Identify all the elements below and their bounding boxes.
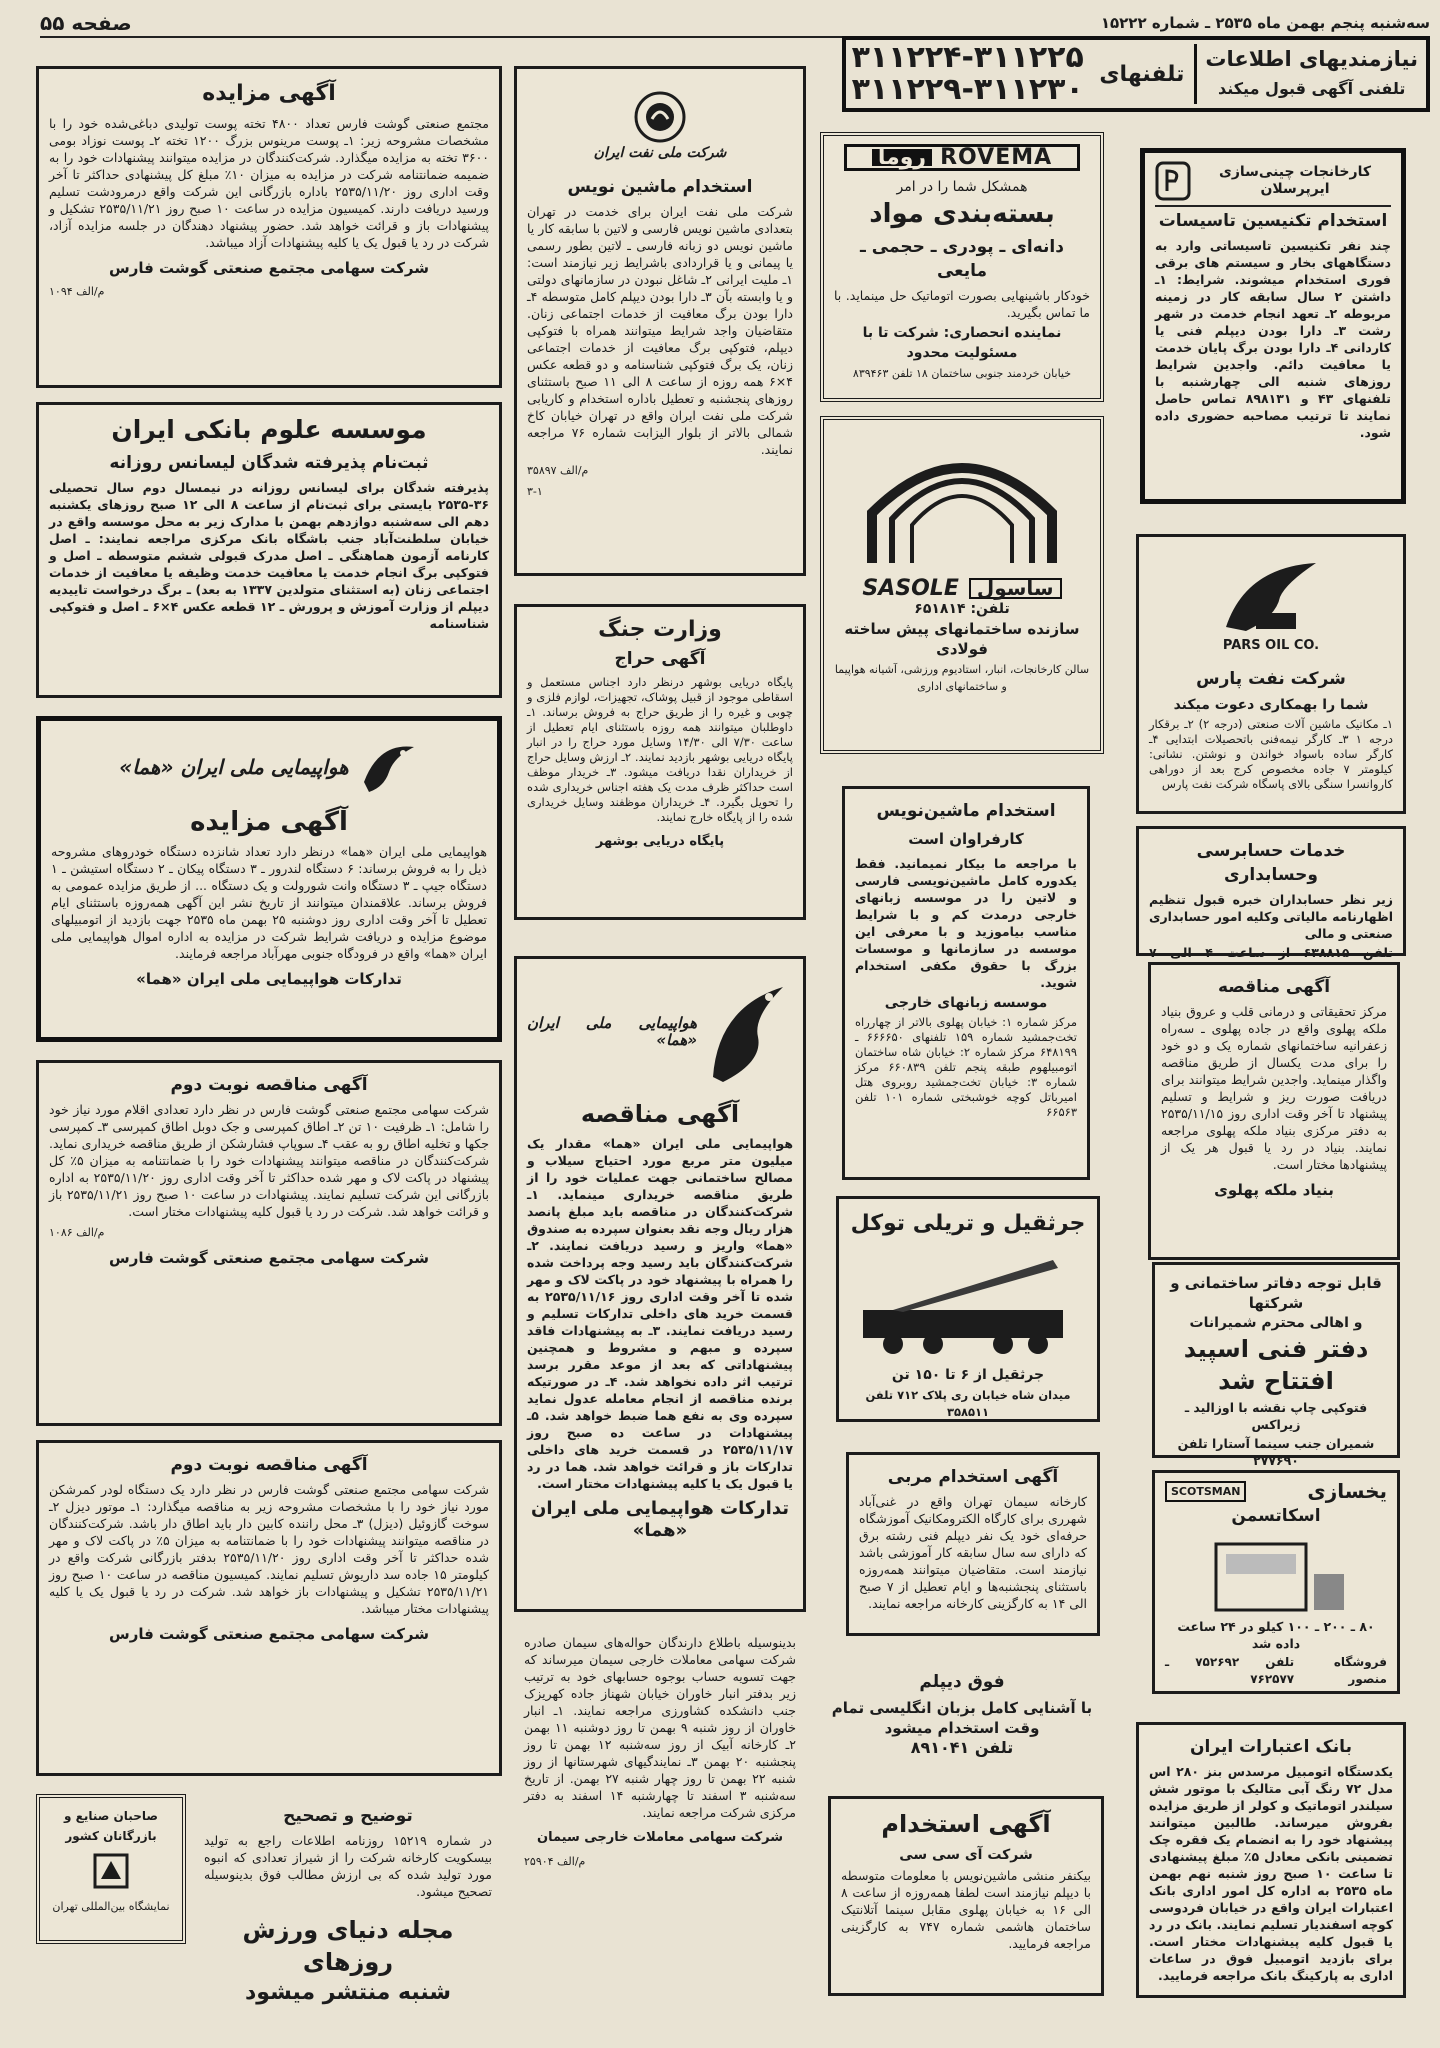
ad-run-number: ۳-۱ — [527, 485, 543, 498]
ad-body: سالن کارخانجات، انبار، استادیوم ورزشی، آشیانه هواپیما و ساختمانهای اداری — [834, 663, 1090, 693]
ad-title: جرثقیل و تریلی توکل — [850, 1211, 1086, 1236]
emblem-icon — [91, 1851, 131, 1891]
homa-logo-text: هواپیمایی ملی ایران «هما» — [527, 1014, 697, 1049]
ad-body: پایگاه دریایی بوشهر درنظر دارد اجناس مستعمل و اسقاطی موجود از قبیل پوشاک، تجهیزات، لوازم فلزی و چوبی و غیره را از طریق حراج به فروش برساند. ۱ـ داوطلبان میتوانند همه روزه باستثنای ایام تعطیل از ساعت ۷/۳۰ الی ۱۴/۳۰ وسایل مورد حراج را در انبار پایگاه دریایی بوشهر بازدید نمایند. ۲ـ ارزش وسایل حراج از خریداران نقدا دریافت میشود. ۳ـ خریدار موظف است حداکثر ظرف مدت یک هفته اجناس خریداری شده را تحویل بگیرد. ۴ـ خریداران موظفند وسایل خریداری شده را از پایگاه خارج نمایند. — [527, 675, 793, 824]
ad-meat-auction — [36, 66, 502, 388]
ad-address: مرکز شماره ۱: خیابان پهلوی بالاتر از چهارراه تخت‌جمشید شماره ۱۵۹ تلفنهای ۶۶۶۶۵۰ ـ ۶۴۸۱۹۹ مرکز شماره ۲: خیابان شاه ساختمان اتومبیلهوم طبقه پنجم تلفن ۶۶۰۸۳۹ مرکز شماره ۳: خیابان تخت‌جمشید روبروی هتل امیرباتل کوچه خوشبختی شماره ۱۰۱ تلفن ۶۶۵۶۳ — [855, 1015, 1077, 1119]
ad-phone: تلفن ۶۳۸۸۱۵ از ساعت ۴ الی ۷ — [1149, 945, 1393, 960]
ad-title: آگهی مناقصه نوبت دوم — [170, 1075, 368, 1095]
ad-title: یخسازی — [1307, 1479, 1387, 1503]
page-number: صفحه ۵۵ — [40, 11, 132, 35]
ad-body: با مراجعه ما بیکار نمیمانید. فقط یکدوره کامل ماشین‌نویسی فارسی و لاتین را در موسسه زبانهای خارجی درمدت کم و با شرایط مناسب بیاموزید و با معرفی این موسسه در سازمانها و موسسات بزرگ با حقوق مکفی استخدام شوید. — [855, 856, 1077, 990]
classifieds-banner — [842, 36, 1430, 112]
ad-associate-diploma — [820, 1660, 1104, 1784]
ad-title: آگهی مناقصه نوبت دوم — [170, 1455, 368, 1475]
phone-line-2: ۳۱۱۲۲۹-۳۱۱۲۳۰ — [851, 72, 1084, 107]
ad-subtitle: اسکاتسمن — [1231, 1506, 1321, 1526]
ad-phone: تلفن ۷۵۲۶۹۲ ـ ۷۶۲۵۷۷ — [1165, 1655, 1295, 1686]
ad-phone: تلفن: ۶۵۱۸۱۴ — [914, 601, 1010, 617]
scotsman-header — [1165, 1481, 1387, 1502]
ad-title: توضیح و تصحیح — [283, 1806, 413, 1826]
ad-body: مجتمع صنعتی گوشت فارس تعداد ۴۸۰۰ تخته پوست تولیدی دباغی‌شده خود را با مشخصات مشروحه زیر: ۱ـ پوست مرینوس بزرگ ۱۲۰۰ تخته ۲ـ پوست نوزاد بومی ۳۶۰۰ تخته به مزایده میگذارد. شرکت‌کنندگان در مزایده میتوانند پیشنهادات خود را به ضمیمه ضمانتنامه شرکت در مزایده به میزان ۱۰٪ مبلغ کل پیشنهادی حداکثر تا آخر وقت اداری روز ۲۵۳۵/۱۱/۲۰ باداره بازرگانی این شرکت واقع درمرودشت تسلیم ورسید دریافت دارند. کمیسیون مزایده در ساعت ۱۰ صبح روز ۲۵۳۵/۱۱/۲۱ تشکیل و پیشنهادات باز و قرائت خواهد شد. حضور پیشنهاد دهندگان در جلسه مزایده آزاد، شرکت در رد یا قبول یک یا کلیه پیشنهادات آزاد میباشد. — [49, 116, 490, 250]
steel-building-icon — [852, 433, 1072, 573]
ad-signature: پایگاه دریایی بوشهر — [595, 834, 725, 849]
ad-agent: نماینده انحصاری: شرکت تا با مسئولیت محدود — [862, 325, 1062, 361]
ad-title: استخدام تکنیسین تاسیسات — [1158, 211, 1388, 231]
ad-tagline: همشکل شما را در امر — [896, 179, 1028, 195]
ad-reference: م/الف ۱۰۹۴ — [49, 285, 105, 298]
ad-oil-typist — [514, 66, 806, 576]
ad-body: نمایشگاه بین‌المللی تهران — [52, 1900, 170, 1913]
ad-title: خدمات حسابرسی وحسابداری — [1196, 841, 1346, 885]
page-header — [40, 10, 1430, 38]
nioc-logo — [527, 77, 793, 173]
ad-title: آگهی مناقصه — [580, 1100, 740, 1128]
ad-reference: م/الف ۲۵۹۰۴ — [524, 1855, 586, 1868]
sasole-brand-persian: ساسول — [969, 578, 1062, 599]
classifieds-title: نیازمندیهای اطلاعات — [1205, 47, 1418, 71]
nioc-logo-text: شرکت ملی نفت ایران — [593, 144, 727, 161]
ad-subtitle: شنبه منتشر میشود — [245, 1980, 451, 2005]
ad-signature: شرکت سهامی مجتمع صنعتی گوشت فارس — [109, 1249, 429, 1267]
ad-headline: دفتر فنی اسپید افتتاح شد — [1183, 1335, 1369, 1395]
phone-line-1: ۳۱۱۲۲۴-۳۱۱۲۲۵ — [851, 40, 1084, 75]
ad-address: خیابان خردمند جنوبی ساختمان ۱۸ تلفن ۸۳۹۴۶۳ — [852, 367, 1072, 380]
ad-subtitle: و اهالی محترم شمیرانات — [1189, 1315, 1363, 1331]
ad-caravan-typist — [842, 786, 1090, 1180]
ad-tender-second-a — [36, 1060, 502, 1426]
ad-signature: شرکت سهامی معاملات خارجی سیمان — [536, 1830, 784, 1845]
sasole-brand-latin: SASOLE — [862, 576, 959, 601]
porcelain-header — [1155, 161, 1391, 207]
ad-title: وزارت جنگ — [598, 617, 722, 642]
ad-pars-oil — [1136, 534, 1406, 814]
ad-body: هواپیمایی ملی ایران «هما» درنظر دارد تعداد شانزده دستگاه خودروهای مشروحه ذیل را به فروش برساند: ۶ دستگاه لندرور ـ ۳ دستگاه پیکان ـ ۲ دستگاه استیشن ـ ۱ دستگاه جیپ ـ ۳ دستگاه وانت شورولت و یک دستگاه ... از طریق مزایده عمومی به فروش برساند. علاقمندان میتوانند از تاریخ نشر این آگهی همه‌روزه باستثنای ایام تعطیل تا آخر وقت اداری روز دوشنبه ۲۵ بهمن ماه ۲۵۳۵ جهت بازدید از اتومبیلهای موضوع مزایده و دریافت شرایط شرکت در مزایده به اداره اموال هواپیمایی ملی ایران «هما» واقع در فرودگاه جنوبی مهرآباد مراجعه فرمایند. — [51, 844, 487, 961]
rovema-brand-persian: روما — [872, 149, 932, 166]
ad-signature: بنیاد ملکه پهلوی — [1214, 1181, 1334, 1199]
ad-reference: م/الف ۳۵۸۹۷ — [527, 464, 589, 477]
ice-machine-illustration — [1165, 1532, 1387, 1616]
ad-icc-hiring — [828, 1796, 1104, 1996]
porcelain-logo-icon — [1155, 161, 1191, 201]
ad-company: شرکت آی سی سی — [899, 1847, 1033, 1863]
ice-machine-icon — [1196, 1534, 1356, 1614]
ad-body: شرکت ملی نفت ایران برای خدمت در تهران بتعدادی ماشین نویس فارسی و لاتین با سابقه کار یا ماشین نویس دو زبانه فارسی ـ لاتین بطور رسمی یا پیمانی و یا قراردادی باشرایط زیر نیازمند است: ۱ـ ملیت ایرانی ۲ـ شاغل نبودن در سازمانهای دولتی و یا وابسته بآن ۳ـ دارا بودن دیپلم کامل متوسطه ۴ـ دارا بودن برگ معافیت از خدمات اجتماعی زنان. متقاضیان واجد شرایط میتوانند همراه با فتوکپی دیپلم، فتوکپی برگ معافیت از خدمات اجتماعی زنان، یک برگ فتوکپی شناسنامه و دو قطعه عکس ۴×۶ همه روزه از ساعت ۸ الی ۱۱ صبح باستثنای روزهای پنجشنبه و تعطیل باداره استخدام و کاریابی شرکت ملی نفت ایران واقع در تهران خیابان کاخ شمالی بالاتر از بلوار الیزابت شماره ۷۶ مراجعه نمایند. — [527, 204, 794, 457]
classifieds-title-block — [1194, 44, 1426, 104]
ad-body: ۱ـ مکانیک ماشین آلات صنعتی (درجه ۲) ۲ـ برقکار درجه ۱ ۳ـ کارگر نیمه‌فنی باتحصیلات ابتدایی ۴ـ کارگر ساده باسواد خواندن و نوشتن. نشانی: کیلومتر ۷ جاده مخصوص کرج بعد از دوراهی کاروانسرا سنگی بالای پاسگاه شرکت نفت پارس — [1149, 717, 1393, 791]
ad-speed-office — [1152, 1262, 1400, 1468]
ad-title: استخدام ماشین‌نویس — [876, 801, 1056, 821]
ad-credit-bank — [1136, 1722, 1406, 1998]
ad-title: فوق دیپلم — [919, 1672, 1005, 1692]
homa-bird-icon — [359, 737, 419, 797]
ad-correction — [194, 1794, 502, 1912]
ad-signature: تدارکات هواپیمایی ملی ایران «هما» — [530, 1498, 789, 1541]
ad-title: شرکت نفت پارس — [1196, 669, 1346, 689]
ad-subtitle: شما را بهمکاری دعوت میکند — [1173, 697, 1369, 713]
homa-logo — [527, 967, 793, 1097]
ad-body: یکدستگاه اتومبیل مرسدس بنز ۲۸۰ اس مدل ۷۲ رنگ آبی متالیک با موتور شش سیلندر اتوماتیک و کولر از طریق مزایده بفروش میرساند. طالبین میتوانند پیشنهاد خود را به انضمام یک فقره چک تضمینی بانکی معادل ۵٪ مبلغ پیشنهادی تا ساعت ۱۰ صبح روز شنبه نهم بهمن ماه ۲۵۳۵ به اداره کل امور اداری بانک اعتبارات ایران واقع در خیابان فردوسی کوچه اسفندیار تسلیم نمایند. بانک در رد یا قبول کلیه پیشنهادات مختار است. برای بازدید اتومبیل فوق در ساعات اداری به پارکینگ بانک مراجعه فرمایید. — [1149, 1764, 1394, 1983]
ad-title: بسته‌بندی مواد — [869, 199, 1055, 229]
winged-lion-icon — [1216, 557, 1326, 637]
homa-logo — [51, 729, 487, 805]
crane-truck-icon — [853, 1250, 1083, 1360]
ad-body: پذیرفته شدگان برای لیسانس روزانه در نیمسال دوم سال تحصیلی ۳۶-۲۵۳۵ بایستی برای ثبت‌نام از ساعت ۸ الی ۱۲ صبح روزهای یکشنبه دهم الی سه‌شنبه دوازدهم بهمن با مدارک زیر به محل موسسه واقع در خیابان سلطنت‌آباد جنب باشگاه بانک مرکزی مراجعه نمایند: ـ اصل کارنامه آزمون هماهنگی ـ اصل مدرک قبولی ششم متوسطه ـ اصل و فتوکپی برگ انجام خدمت یا معافیت خدمت وظیفه یا معافیت از خدمات اجتماعی زنان (به استثنای متولدین ۱۳۳۷ به بعد) ـ برگ درخواست تاییدیه دیپلم از وزارت آموزش و پرورش ـ ۱۲ قطعه عکس ۴×۶ ـ اصل و فتوکپی شناسنامه — [49, 480, 489, 631]
ad-accounting — [1136, 826, 1406, 960]
ad-title: آگهی استخدام مربی — [887, 1467, 1059, 1487]
ad-title: موسسه علوم بانکی ایران — [111, 415, 427, 444]
ad-body: بدینوسیله باطلاع دارندگان حواله‌های سیمان صادره شرکت سهامی معاملات خارجی سیمان میرساند که جهت تسویه حساب بوجوه حسابهای خود به ترتیب زیر بدفتر انبار خاوران خیابان شهناز جاده کهریزک جنب دانشکده کشاورزی مراجعه نمایند. ۱ـ انبار خاوران از روز شنبه ۹ بهمن تا روز دوشنبه ۱۱ بهمن ۲ـ کارخانه آبیک از روز سه‌شنبه ۱۲ بهمن تا روز پنجشنبه ۲۰ بهمن ۳ـ نمایندگیهای شهرستانها از روز شنبه ۲۲ بهمن تا روز چهار شنبه ۲۷ بهمن. از تاریخ سه‌شنبه ۳ اسفند تا چهارشنبه ۱۴ اسفند به دفتر مرکزی شرکت مراجعه نمایند. — [524, 1635, 797, 1820]
ad-pahlavi-foundation — [1148, 962, 1400, 1260]
pars-oil-brand: PARS OIL CO. — [1222, 637, 1320, 653]
ad-sports-magazine — [194, 1912, 502, 2005]
ad-title: آگهی مناقصه — [1217, 977, 1331, 997]
sasole-brand — [834, 578, 1090, 599]
ad-body: جرثقیل از ۶ تا ۱۵۰ تن — [891, 1367, 1045, 1383]
ad-industrialists — [36, 1794, 186, 1944]
ad-body: چند نفر تکنیسین تاسیساتی وارد به دستگاههای بخار و سیستم های برقی فوری استخدام میشوند. شرایط: ۱ـ داشتن ۲ سال سابقه کار در زمینه مربوطه ۲ـ تعهد انجام خدمت در شهر رشت ۳ـ دارا بودن دیپلم فنی یا کاردانی ۴ـ دارا بودن برگ پایان خدمت یا معافیت دائم. واجدین شرایط روزهای شنبه الی چهارشنبه با تلفنهای ۴۳ و ۸۹۸۱۳۱ تماس حاصل نمایند تا ترتیب مصاحبه حضوری داده شود. — [1155, 238, 1392, 440]
ad-body: با آشنایی کامل بزبان انگلیسی تمام وقت استخدام میشود — [831, 1699, 1093, 1737]
homa-logo-text: هواپیمایی ملی ایران «هما» — [119, 754, 349, 779]
ad-title: مجله دنیای ورزش روزهای — [242, 1916, 454, 1976]
ad-rovema — [820, 132, 1104, 402]
ad-title: استخدام ماشین نویس — [567, 177, 753, 197]
ad-company: کارخانجات چینی‌سازی ایرپرسلان — [1219, 164, 1371, 197]
ad-iranporcelain — [1140, 148, 1406, 504]
ad-body: بیکنفر منشی ماشین‌نویس با معلومات متوسطه با دیپلم نیازمند است لطفا همه‌روزه از ساعت ۸ الی ۱۶ به خیابان پهلوی مقابل سینما آتلانتیک ساختمان هاشمی شماره ۷۴۷ به کارگزینی مراجعه فرمایید. — [841, 1868, 1091, 1951]
ad-institute-name: موسسه زبانهای خارجی — [884, 995, 1048, 1011]
ad-signature: تدارکات هواپیمایی ملی ایران «هما» — [136, 970, 402, 988]
nioc-emblem-icon — [632, 89, 688, 145]
classifieds-subtitle: تلفنی آگهی قبول میکند — [1217, 79, 1406, 98]
ad-title: آگهی مزایده — [202, 81, 336, 106]
ad-body: مرکز تحقیقاتی و درمانی قلب و عروق بنیاد ملکه پهلوی واقع در جاده پهلوی ـ سه‌راه زعفرانیه ساختمانهای شماره یک و دو خود را برای مدت یکسال از طریق مناقصه واگذار مینماید. واجدین شرایط میتوانند برای دریافت صورت ریز و شرایط و تسلیم پیشنهاد تا آخر وقت اداری روز ۲۵۳۵/۱۱/۱۵ به دفتر مرکزی بنیاد ملکه پهلوی مراجعه نمایند. بنیاد در رد یا قبول هر یک از پیشنهادها مختار است. — [1161, 1004, 1387, 1172]
ad-signature: شرکت سهامی مجتمع صنعتی گوشت فارس — [109, 259, 429, 277]
ad-body: ۸۰ ـ ۲۰۰ ـ ۱۰۰ کیلو در ۲۴ ساعت داده شد — [1177, 1619, 1375, 1651]
crane-illustration — [849, 1245, 1087, 1365]
phones-label: تلفنهای — [1099, 61, 1185, 87]
issue-date: سه‌شنبه پنجم بهمن ماه ۲۵۳۵ ـ شماره ۱۵۲۲۲ — [1100, 14, 1430, 32]
ad-subtitle: دانه‌ای ـ پودری ـ حجمی ـ مایعی — [860, 237, 1064, 281]
ad-title: صاحبان صنایع و بازرگانان کشور — [64, 1809, 158, 1843]
ad-scotsman — [1152, 1470, 1400, 1694]
pars-oil-logo — [1149, 545, 1393, 665]
rovema-brand-latin: ROVEMA — [940, 145, 1053, 170]
ad-title: آگهی استخدام — [881, 1810, 1051, 1838]
ad-tender-second-b — [36, 1440, 502, 1776]
ad-body: فتوکپی چاپ نقشه با اوزالید ـ زیراکس — [1184, 1400, 1368, 1432]
emblem — [50, 1846, 172, 1896]
ad-address: شمیران جنب سینما آستارا تلفن ۲۷۷۶۹۰ — [1177, 1436, 1375, 1468]
ad-body: خودکار باشینهایی بصورت اتوماتیک حل مینماید. با ما تماس بگیرید. — [834, 288, 1090, 320]
ad-subtitle: ثبت‌نام پذیرفته شدگان لیسانس روزانه — [109, 453, 429, 473]
ad-body: هواپیمایی ملی ایران «هما» مقدار یک میلیون متر مربع مورد احتیاج سیلاب و مصالح ساختمانی جهت عملیات خود را از طریق مناقصه خریداری مینماید. ۱ـ شرکت‌کنندگان در مناقصه باید مبلغ پانصد هزار ریال وجه نقد بعنوان سپرده به صندوق «هما» واریز و رسید دریافت نمایند. ۲ـ شرکت‌کنندگان باید رسید وجه پرداخت شده را همراه با پیشنهاد خود در پاکت لاک و مهر شده تا آخر وقت اداری روز ۲۵۳۵/۱۱/۱۶ به قسمت خرید های داخلی تدارکات تسلیم و رسید دریافت نمایند. ۳ـ به پیشنهادات فاقد سپرده و مبهم و مشروط و همچنین پیشنهاداتی که بعد از موعد مقرر برسد ترتیب اثر داده نخواهد شد. ۴ـ در صورتیکه برنده مناقصه از انجام معامله عدول نماید سپرده وی به نفع هما ضبط خواهد شد. ۵ـ پیشنهادات در ساعت ده صبح روز ۲۵۳۵/۱۱/۱۷ در قسمت خرید های داخلی تدارکات باز و قرائت خواهد شد. هما در رد یا قبول یک یا کلیه پیشنهادات مختار است. — [527, 1136, 793, 1491]
ad-store: فروشگاه منصور — [1333, 1655, 1387, 1686]
sasole-illustration — [834, 428, 1090, 578]
ad-subtitle: آگهی حراج — [614, 649, 706, 669]
ad-war-ministry — [514, 604, 806, 920]
ad-homa-auction — [36, 716, 502, 1042]
ad-sasole — [820, 416, 1104, 754]
ad-tavakol-crane — [836, 1196, 1100, 1422]
ad-title: سازنده ساختمانهای پیش ساخته فولادی — [844, 620, 1080, 658]
ad-body: در شماره ۱۵۲۱۹ روزنامه اطلاعات راجع به تولید بیسکویت کارخانه شرکت را از شیراز تعدادی که انبوه مورد تولید شده که بی ارزش مطالب فوق بدینوسیله تصحیح میشود. — [204, 1833, 492, 1899]
ad-phone: تلفن ۸۹۱۰۴۱ — [910, 1738, 1014, 1757]
ad-homa-tender — [514, 956, 806, 1612]
scotsman-brand: SCOTSMAN — [1165, 1481, 1246, 1502]
ad-address: میدان شاه خیابان ری پلاک ۷۱۲ تلفن ۳۵۸۵۱۱ — [865, 1388, 1071, 1419]
rovema-brand — [844, 144, 1080, 171]
ad-title: قابل توجه دفاتر ساختمانی و شرکتها — [1170, 1274, 1382, 1312]
ad-body: شرکت سهامی مجتمع صنعتی گوشت فارس در نظر دارد تعدادی اقلام مورد نیاز خود را شامل: ۱ـ ظرفیت ۱۰ تن ۲ـ اطاق کمپرسی و جک دوبل اطاق کمپرسی ۳ـ کمپرسی جکها و تخلیه اطاق رو به عقب ۴ـ سوپاپ فشارشکن از طریق مناقصه خریداری نماید. شرکت‌کنندگان در مناقصه میتوانند پیشنهادات خود را با ضمانتنامه به میزان ۵٪ کل پیشنهاد در پاکت لاک و مهر شده حداکثر تا آخر وقت اداری روز ۲۵۳۵/۱۱/۲۰ به اداره بازرگانی این شرکت تسلیم نمایند. پیشنهادات در ساعت ۱۰ صبح روز ۲۵۳۵/۱۱/۲۱ باز و قرائت خواهد شد. شرکت در رد یا قبول کلیه پیشنهادات مختار است. — [49, 1102, 489, 1219]
phone-numbers — [846, 42, 1089, 106]
ad-bank-institute — [36, 402, 502, 698]
ad-body: شرکت سهامی مجتمع صنعتی گوشت فارس در نظر دارد یک دستگاه لودر کمرشکن مورد نیاز خود را با مشخصات مشروحه زیر به مناقصه میگذارد: ۱ـ موتور دیزل ۲ـ سوخت گازوئیل (دیزل) ۳ـ محل راننده کابین دار باید اطاق دار باشد. شرکت‌کنندگان در مناقصه میتوانند پیشنهادات خود را با ضمانتنامه به میزان ۵٪ در پاکت لاک و مهر شده حداکثر تا آخر وقت اداری روز ۲۵۳۵/۱۱/۲۰ بدفتر بازرگانی شرکت واقع در کیلومتر ۱۵ جاده سد داریوش تسلیم نمایند. کمیسیون مناقصه در ساعت ۱۰ صبح روز ۲۵۳۵/۱۱/۲۱ تشکیل و پیشنهادات باز خواهد شد. شرکت در رد یا قبول یک یا کلیه پیشنهادات مختار میباشد. — [49, 1482, 489, 1616]
homa-bird-icon — [703, 977, 793, 1087]
ad-reference: م/الف ۱۰۸۶ — [49, 1226, 105, 1239]
scotsman-footer — [1165, 1654, 1387, 1688]
ad-signature: شرکت سهامی مجتمع صنعتی گوشت فارس — [109, 1625, 429, 1643]
ad-body: کارخانه سیمان تهران واقع در غنی‌آباد شهرری برای کارگاه الکترومکانیک آموزشگاه حرفه‌ای خود یک نفر دیپلم فنی رشته برق که دارای سه سال سابقه کار آموزشی باشد نیازمند است. متقاضیان میتوانند همه‌روزه باستثنای پنجشنبه‌ها و ایام تعطیل از ۷ صبح الی ۱۴ به کارگزینی کارخانه مراجعه نمایند. — [859, 1494, 1087, 1611]
ad-cement — [514, 1624, 806, 1998]
ad-teacher-hiring — [846, 1452, 1100, 1636]
ad-title: بانک اعتبارات ایران — [1190, 1737, 1352, 1757]
ad-body: زیر نظر حسابداران خبره قبول تنظیم اظهارنامه مالیاتی وکلیه امور حسابداری صنعتی و مالی — [1149, 892, 1393, 941]
ad-subtitle: کارفراوان است — [908, 830, 1024, 848]
ad-title: آگهی مزایده — [190, 807, 348, 837]
